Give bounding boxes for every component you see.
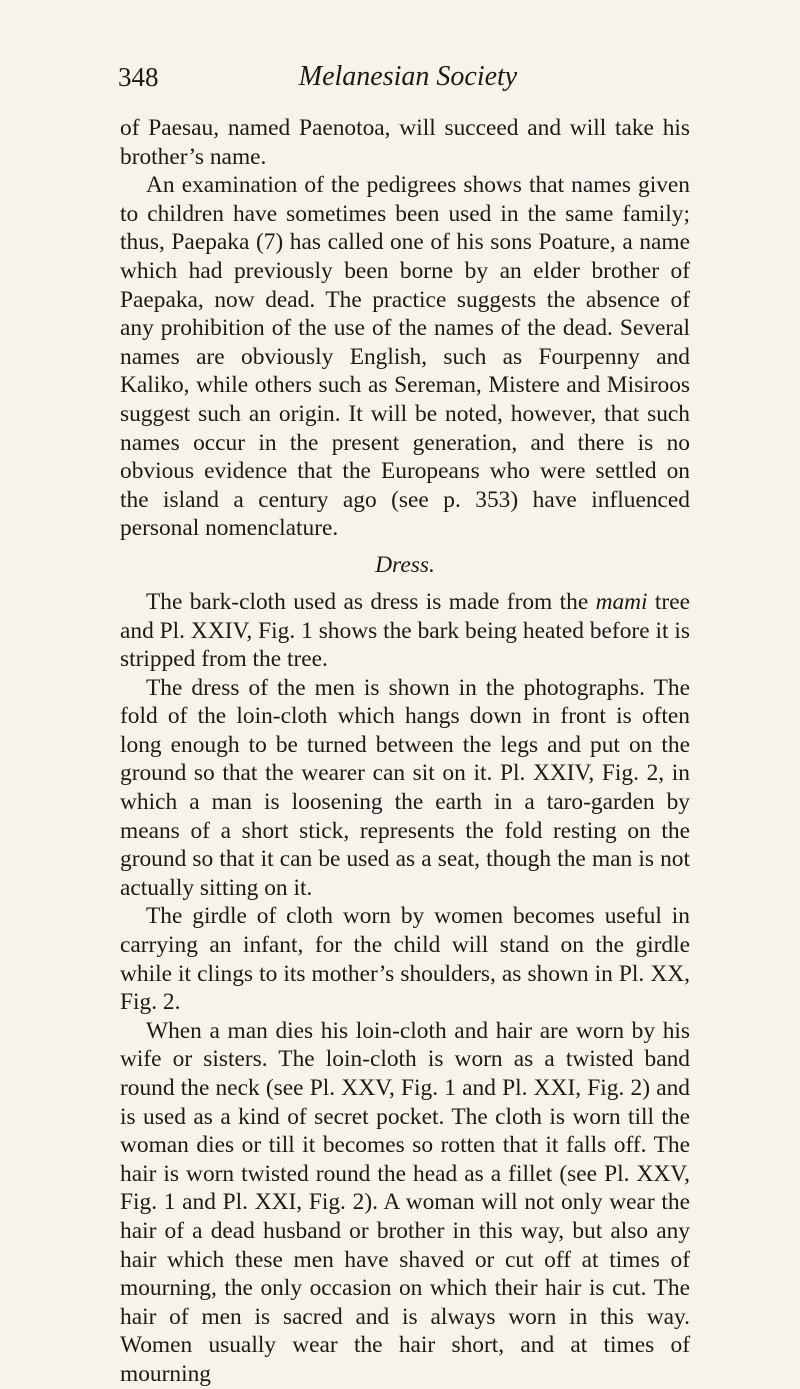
paragraph-bark-cloth	[120, 588, 690, 674]
paragraph-mens-dress: The dress of the men is shown in the photographs. The fold of the loin-cloth which hangs down in front is often long enough to be turned between the legs and put on the ground so that the wearer can sit on it. Pl. XXIV, Fig. 2, in which a man is loosening the earth in a taro-garden by means of a short stick, represents the fold resting on the ground so that it can be used as a seat, though the man is not actually sitting on it.	[120, 674, 690, 901]
section-heading-dress: Dress.	[375, 551, 435, 578]
body-text	[120, 114, 690, 1389]
running-title: Melanesian Society	[298, 61, 518, 92]
paragraph-mourning: When a man dies his loin-cloth and hair are worn by his wife or sisters. The loin-cloth is worn as a twisted band round the neck (see Pl. XXV, Fig. 1 and Pl. XXI, Fig. 2) and is used as a kind of secret pocket. The cloth is worn till the woman dies or till it becomes so rotten that it falls off. The hair is worn twisted round the head as a fillet (see Pl. XXV, Fig. 1 and Pl. XXI, Fig. 2). A woman will not only wear the hair of a dead husband or brother in this way, but also any hair which these men have shaved or cut off at times of mourning, the only occasion on which their hair is cut. The hair of men is sacred and is always worn in this way. Women usually wear the hair short, and at times of mourning	[120, 1017, 690, 1387]
paragraph-womens-girdle: The girdle of cloth worn by women becomes useful in carrying an infant, for the child will stand on the girdle while it clings to its mother’s shoulders, as shown in Pl. XX, Fig. 2.	[120, 903, 690, 1016]
bark-cloth-text-start: The bark-cloth used as dress is made from the	[146, 588, 596, 615]
paragraph-names: An examination of the pedigrees shows that names given to children have sometimes been used in the same family; thus, Paepaka (7) has called one of his sons Poature, a name which had previously been borne by an elder brother of Paepaka, now dead. The practice suggests the absence of any prohibition of the use of the names of the dead. Several names are obviously English, such as Fourpenny and Kaliko, while others such as Sereman, Mistere and Misiroos suggest such an origin. It will be noted, however, that such names occur in the present generation, and there is no obvious evidence that the Europeans who were settled on the island a century ago (see p. 353) have influenced personal nomenclature.	[120, 172, 690, 542]
page-number: 348	[118, 62, 159, 92]
page-header	[118, 60, 698, 100]
native-term-mami: mami	[595, 588, 648, 615]
bark-cloth-text-end: tree and Pl. XXIV, Fig. 1 shows the bark being heated before it is stripped from the tree.	[120, 588, 690, 673]
paragraph-continuation: of Paesau, named Paenotoa, will succeed and will take his brother’s name.	[120, 115, 690, 170]
